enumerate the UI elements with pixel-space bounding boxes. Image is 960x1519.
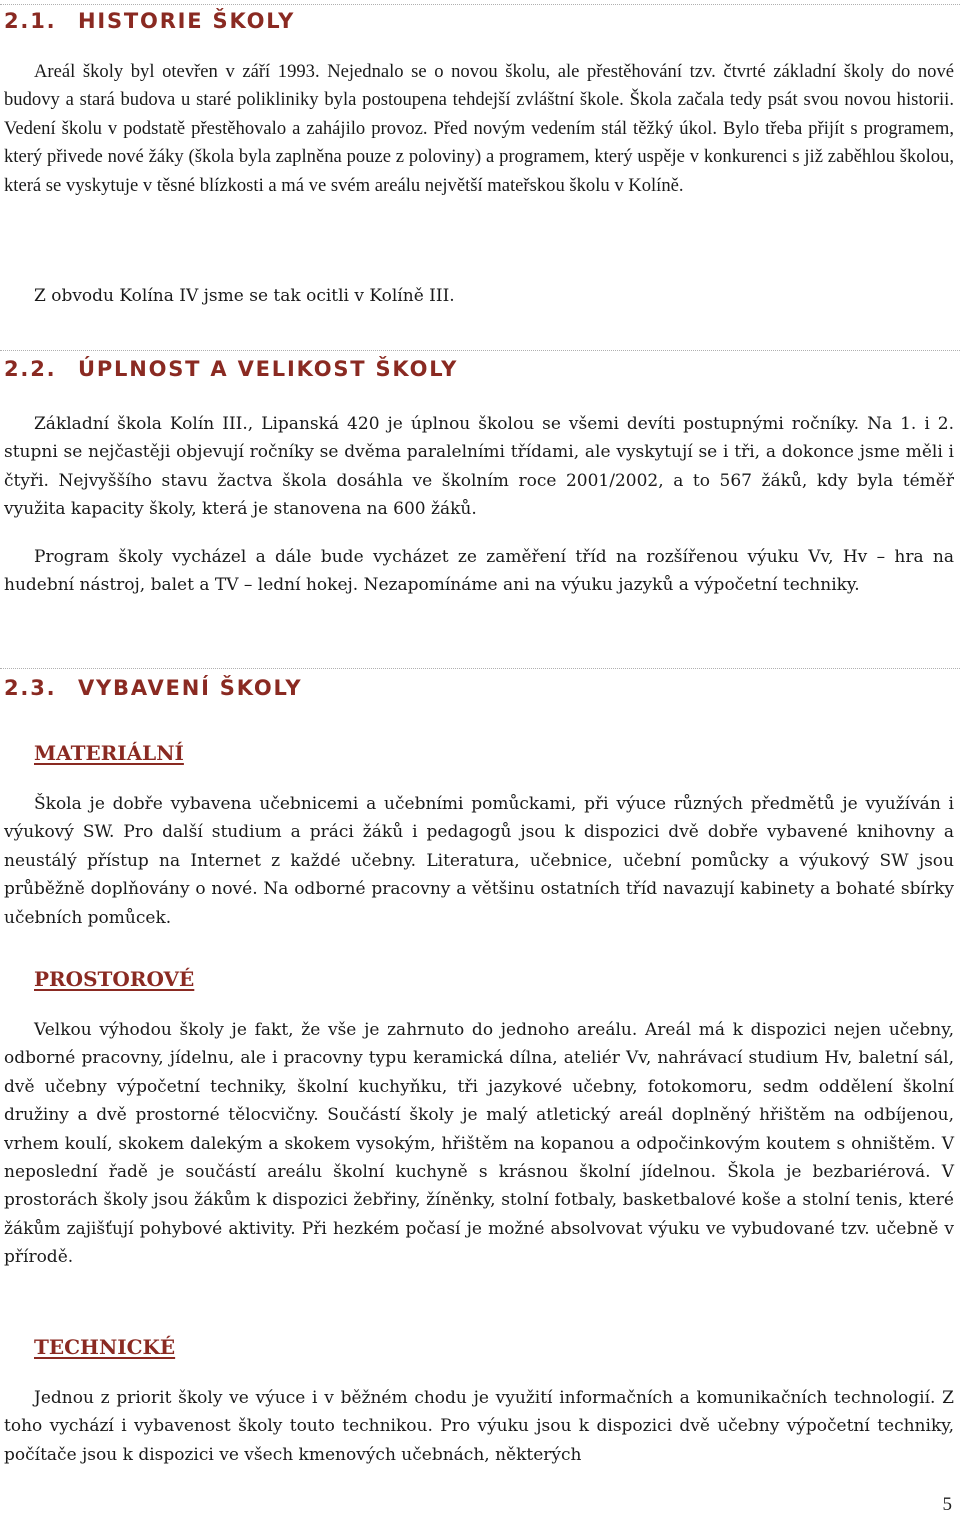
paragraph-uplnost-1: Základní škola Kolín III., Lipanská 420 je úplnou školou se všemi devíti postupnými ročníky. Na 1. i 2. stupni se nejčastěji objevují ročníky se dvěma paralelními třídami, ale vyskytují se i tři, a dokonce jsme měli i čtyři. Nejvyššího stavu žactva škola dosáhla ve školním roce 2001/2002, a to 567 žáků, kdy byla téměř využita kapacity školy, která je stanovena na 600 žáků. [4, 414, 954, 520]
paragraph-uplnost-2: Program školy vycházel a dále bude vycházet ze zaměření tříd na rozšířenou výuku Vv, Hv – hra na hudební nástroj, balet a TV – lední hokej. Nezapomínáme ani na výuku jazyků a výpočetní techniky. [4, 547, 954, 596]
section-title: VYBAVENÍ ŠKOLY [78, 676, 303, 700]
paragraph-technicke: Jednou z priorit školy ve výuce i v běžném chodu je využití informačních a komunikačních technologií. Z toho vychází i vybavenost školy touto technikou. Pro výuku jsou k dispozici dvě učebny výpočetní techniky, počítače jsou k dispozici ve všech kmenových učebnách, některých [4, 1388, 954, 1465]
section-number: 2.2. [4, 357, 57, 381]
paragraph-historie-2: Z obvodu Kolína IV jsme se tak ocitli v Kolíně III. [34, 286, 455, 306]
page-number: 5 [942, 1494, 952, 1515]
section-rule [0, 350, 960, 351]
section-heading-uplnost [4, 354, 458, 384]
subsection-heading-technicke: TECHNICKÉ [34, 1335, 176, 1359]
paragraph-historie-1: Areál školy byl otevřen v září 1993. Nejednalo se o novou školu, ale přestěhování tzv. čtvrté základní školy do nové budovy a stará budova u staré polikliniky byla postoupena tehdejší zvláštní škole. Škola začala tedy psát svou novou historii. Vedení školu v podstatě přestěhovalo a zahájilo provoz. Před novým vedením stál těžký úkol. Bylo třeba přijít s programem, který přivede nové žáky (škola byla zaplněna pouze z poloviny) a programem, který uspěje v konkurenci s již zaběhlou školou, která se vyskytuje v těsné blízkosti a má ve svém areálu největší mateřskou školu v Kolíně. [4, 61, 954, 196]
section-heading-historie [4, 6, 295, 36]
section-rule [0, 4, 960, 5]
section-heading-vybaveni [4, 673, 302, 703]
section-title: HISTORIE ŠKOLY [78, 9, 296, 33]
section-title: ÚPLNOST A VELIKOST ŠKOLY [78, 357, 459, 381]
paragraph-prostorove: Velkou výhodou školy je fakt, že vše je zahrnuto do jednoho areálu. Areál má k dispozici nejen učebny, odborné pracovny, jídelnu, ale i pracovny typu keramická dílna, ateliér Vv, nahrávací studium Hv, baletní sál, dvě učebny výpočetní techniky, školní kuchyňku, tři jazykové učebny, fotokomoru, sedm oddělení školní družiny a dvě prostorné tělocvičny. Součástí školy je malý atletický areál doplněný hřištěm na odbíjenou, vrhem koulí, skokem dalekým a skokem vysokým, hřištěm na kopanou a odpočinkovým koutem s ohništěm. V neposlední řadě je součástí areálu školní kuchyně s krásnou školní jídelnou. Škola je bezbariérová. V prostorách školy jsou žákům k dispozici žebřiny, žíněnky, stolní fotbaly, basketbalové koše a stolní tenis, které žákům zajišťují pohybové aktivity. Při hezkém počasí je možné absolvovat výuku ve vybudované tzv. učebně v přírodě. [4, 1020, 954, 1268]
paragraph-materialni: Škola je dobře vybavena učebnicemi a učebními pomůckami, při výuce různých předmětů je využíván i výukový SW. Pro další studium a práci žáků i pedagogů jsou k dispozici dvě dobře vybavené knihovny a neustálý přístup na Internet z každé učebny. Literatura, učebnice, učební pomůcky a výukový SW jsou průběžně doplňovány o nové. Na odborné pracovny a většinu ostatních tříd navazují kabinety a bohaté sbírky učebních pomůcek. [4, 794, 954, 928]
section-rule [0, 668, 960, 669]
subsection-heading-materialni: MATERIÁLNÍ [34, 741, 184, 765]
subsection-heading-prostorove: PROSTOROVÉ [34, 967, 195, 991]
section-number: 2.3. [4, 676, 57, 700]
section-number: 2.1. [4, 9, 57, 33]
